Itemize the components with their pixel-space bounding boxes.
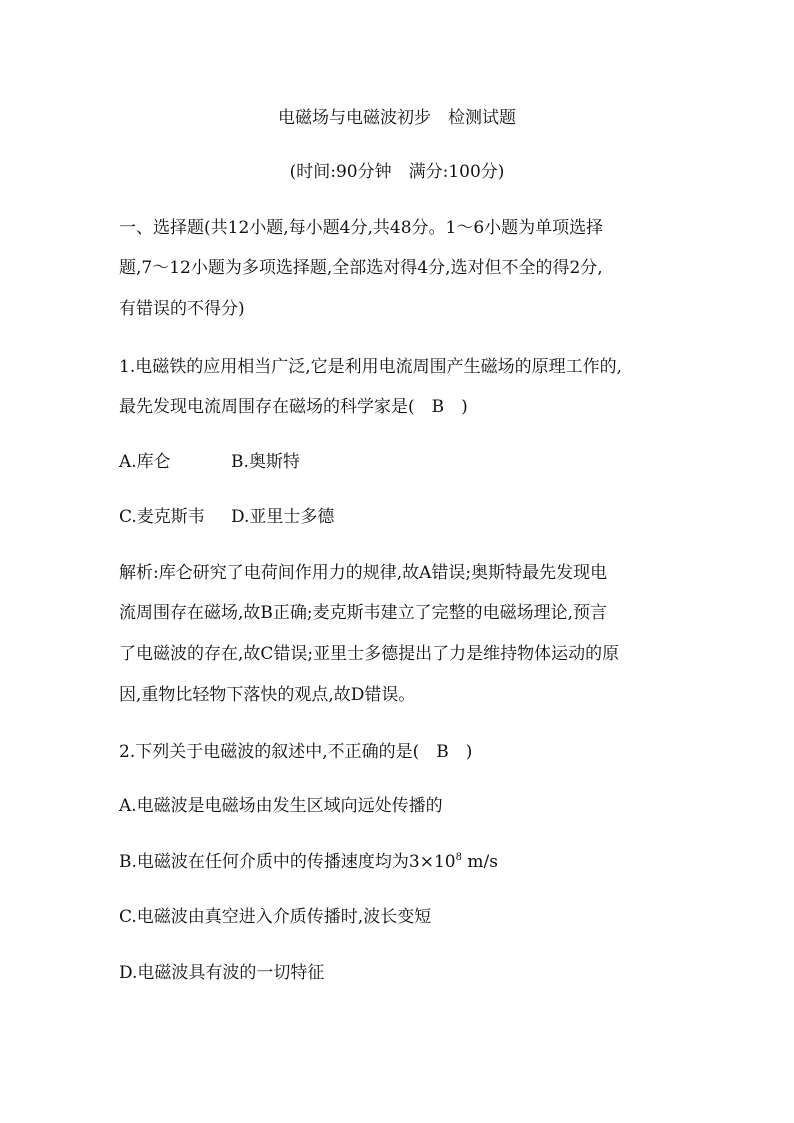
section-instructions-line-3: 有错误的不得分) [119, 299, 245, 319]
question-1-option-d: D.亚里士多德 [231, 507, 335, 527]
question-1-analysis-line-2: 流周围存在磁场,故B正确;麦克斯韦建立了完整的电磁场理论,预言 [119, 603, 608, 623]
question-2-option-c: C.电磁波由真空进入介质传播时,波长变短 [119, 907, 432, 927]
section-instructions-line-2: 题,7～12小题为多项选择题,全部选对得4分,选对但不全的得2分, [119, 258, 603, 278]
question-2-option-b-exponent: 8 [455, 852, 462, 863]
question-1-stem-line-1: 1.电磁铁的应用相当广泛,它是利用电流周围产生磁场的原理工作的, [119, 357, 623, 377]
question-1-analysis-line-1: 解析:库仑研究了电荷间作用力的规律,故A错误;奥斯特最先发现电 [119, 563, 608, 583]
question-2-option-b-unit: m/s [461, 852, 498, 872]
question-2-option-a: A.电磁波是电磁场由发生区域向远处传播的 [119, 796, 443, 816]
question-1-options-row-2 [119, 506, 334, 528]
question-1-options-row-1 [119, 451, 300, 473]
question-1-option-b: B.奥斯特 [231, 452, 300, 472]
document-title: 电磁场与电磁波初步 检测试题 [278, 108, 516, 128]
question-1-option-c: C.麦克斯韦 [119, 507, 205, 527]
document-subtitle: (时间:90分钟 满分:100分) [289, 162, 505, 182]
question-1-analysis-line-4: 因,重物比轻物下落快的观点,故D错误。 [119, 685, 416, 705]
question-2-option-d: D.电磁波具有波的一切特征 [119, 963, 325, 983]
question-1-analysis-line-3: 了电磁波的存在,故C错误;亚里士多德提出了力是维持物体运动的原 [119, 644, 620, 664]
question-2-option-b [119, 851, 498, 873]
question-1-stem-line-2: 最先发现电流周围存在磁场的科学家是( B ) [119, 397, 468, 417]
section-instructions-line-1: 一、选择题(共12小题,每小题4分,共48分。1～6小题为单项选择 [119, 218, 604, 238]
question-2-stem: 2.下列关于电磁波的叙述中,不正确的是( B ) [119, 742, 473, 762]
question-1-option-a: A.库仑 [119, 452, 171, 472]
question-2-option-b-text: B.电磁波在任何介质中的传播速度均为3×10 [119, 852, 456, 872]
